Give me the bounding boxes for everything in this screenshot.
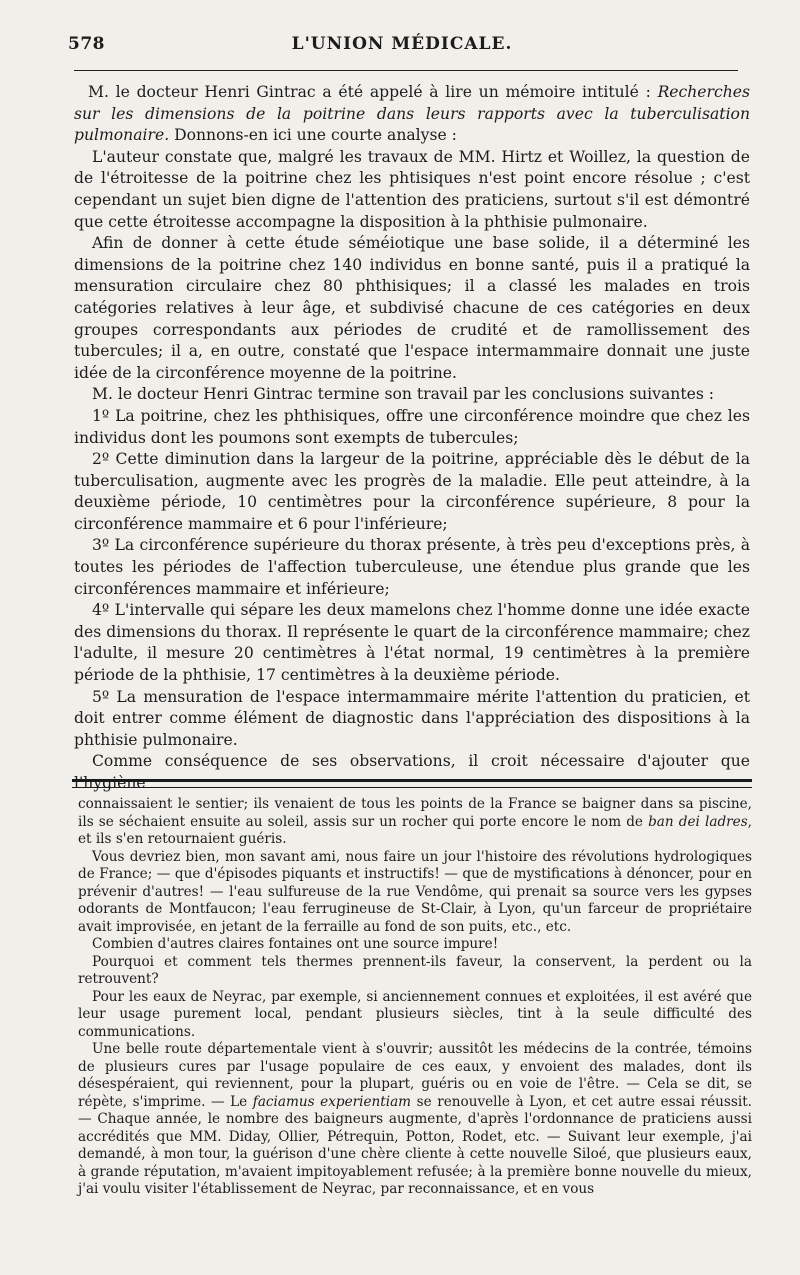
- feuilleton-text: Une belle route départementale vient à s'ouvrir; aussitôt les médecins de la contrée, témoins de plusieurs cures par l'usage populaire de ces eaux, y envoient des malades, dont ils désespéraient, qui reviennent, pour la plupart, guéris ou en voie de l'être. — Cela se dit, se répète, s'imprime. — Le: [78, 1041, 752, 1110]
- conclusion-item: 5º La mensuration de l'espace intermammaire mérite l'attention du praticien, et doit entrer comme élément de diagnostic dans l'appréciation des dispositions à la phthisie pulmonaire.: [74, 687, 750, 749]
- intro-text: M. le docteur Henri Gintrac a été appelé à lire un mémoire intitulé :: [88, 83, 658, 101]
- feuilleton-paragraph: [78, 796, 752, 849]
- memoir-title: Recherches sur les dimensions de la poitrine dans leurs rapports avec la tuberculisation pulmonaire.: [74, 83, 750, 145]
- feuilleton-paragraph: Vous devriez bien, mon savant ami, nous faire un jour l'histoire des révolutions hydrologiques de France; — que d'épisodes piquants et instructifs! — que de mystifications à dénoncer, pour en prévenir d'autres! — l'eau sulfureuse de la rue Vendôme, qui prenait sa source vers les gypses odorants de Montfaucon; l'eau ferrugineuse de St-Clair, à Lyon, qu'un farceur de propriétaire avait improvisée, en jetant de la ferraille au fond de son puits, etc., etc.: [78, 848, 752, 935]
- header-rule: [74, 70, 738, 71]
- intro-text-end: Donnons-en ici une courte analyse :: [169, 126, 457, 145]
- article-paragraph: M. le docteur Henri Gintrac termine son travail par les conclusions suivantes :: [92, 385, 715, 404]
- feuilleton-italic: ban dei ladres: [648, 813, 748, 830]
- feuilleton-text-end: , et ils s'en retournaient guéris.: [78, 813, 752, 847]
- feuilleton-paragraph: Pour les eaux de Neyrac, par exemple, si anciennement connues et exploitées, il est avéré que leur usage purement local, pendant plusieurs siècles, tint à la seule difficulté des communications.: [78, 988, 752, 1040]
- feuilleton-text-end: se renouvelle à Lyon, et cet autre essai réussit. — Chaque année, le nombre des baigneurs augmente, d'après l'ordonnance de praticiens aussi accrédités que MM. Diday, Ollier, Pétrequin, Potton, Rodet, etc. — Suivant leur exemple, j'ai demandé, à mon tour, la guérison d'une chère cliente à cette nouvelle Siloé, que plusieurs eaux, à grande réputation, m'avaient impitoyablement refusée; à la première bonne nouvelle du mieux, j'ai voulu visiter l'établissement de Neyrac, par reconnaissance, et en vous: [78, 1093, 752, 1197]
- feuilleton-body: [78, 796, 752, 1199]
- article-paragraph: Afin de donner à cette étude séméiotique une base solide, il a déterminé les dimensions de la poitrine chez 140 individus en bonne santé, puis il a pratiqué la mensuration circulaire chez 80 phthisiques; il a classé les malades en trois catégories relatives à leur âge, et subdivisé chacune de ces catégories en deux groupes correspondants aux périodes de crudité et de ramollissement des tubercules; il a, en outre, constaté que l'espace intermammaire donnait une juste idée de la circonférence moyenne de la poitrine.: [74, 234, 750, 382]
- running-title: L'UNION MÉDICALE.: [291, 34, 513, 54]
- feuilleton-text: connaissaient le sentier; ils venaient de tous les points de la France se baigner dans sa piscine, ils se séchaient ensuite au soleil, assis sur un rocher qui porte encore le nom de: [78, 796, 752, 830]
- feuilleton-paragraph: Pourquoi et comment tels thermes prennent-ils faveur, la conservent, la perdent ou la retrouvent?: [78, 953, 752, 987]
- article-paragraph: Comme conséquence de ses observations, il croit nécessaire d'ajouter que l'hygiène: [74, 752, 750, 792]
- feuilleton-separator: [72, 779, 752, 788]
- feuilleton-italic: faciamus experientiam: [252, 1093, 412, 1110]
- conclusion-item: 4º L'intervalle qui sépare les deux mamelons chez l'homme donne une idée exacte des dimensions du thorax. Il représente le quart de la circonférence mammaire; chez l'adulte, il mesure 20 centimètres à l'état normal, 19 centimètres à la première période de la phthisie, 17 centimètres à la deuxième période.: [74, 601, 750, 685]
- page-header: [68, 34, 736, 60]
- article-intro: [74, 82, 750, 147]
- page-number: 578: [68, 34, 105, 54]
- conclusion-item: 2º Cette diminution dans la largeur de la poitrine, appréciable dès le début de la tuberculisation, augmente avec les progrès de la maladie. Elle peut atteindre, à la deuxième période, 10 centimètres pour la circonférence supérieure, 8 pour la circonférence mammaire et 6 pour l'inférieure;: [74, 450, 750, 533]
- conclusion-item: 3º La circonférence supérieure du thorax présente, à très peu d'exceptions près, à toutes les périodes de l'affection tuberculeuse, une étendue plus grande que les circonférences mammaire et inférieure;: [74, 536, 750, 598]
- article-body: [74, 82, 750, 795]
- feuilleton-paragraph: Combien d'autres claires fontaines ont une source impure!: [92, 936, 499, 952]
- article-paragraph: L'auteur constate que, malgré les travaux de MM. Hirtz et Woillez, la question de de l'étroitesse de la poitrine chez les phtisiques n'est point encore résolue ; c'est cependant un sujet bien digne de l'attention des praticiens, surtout s'il est démontré que cette étroitesse accompagne la disposition à la phthisie pulmonaire.: [74, 147, 750, 231]
- conclusion-item: 1º La poitrine, chez les phthisiques, offre une circonférence moindre que chez les individus dont les poumons sont exempts de tubercules;: [74, 406, 750, 447]
- feuilleton-paragraph: [78, 1041, 752, 1199]
